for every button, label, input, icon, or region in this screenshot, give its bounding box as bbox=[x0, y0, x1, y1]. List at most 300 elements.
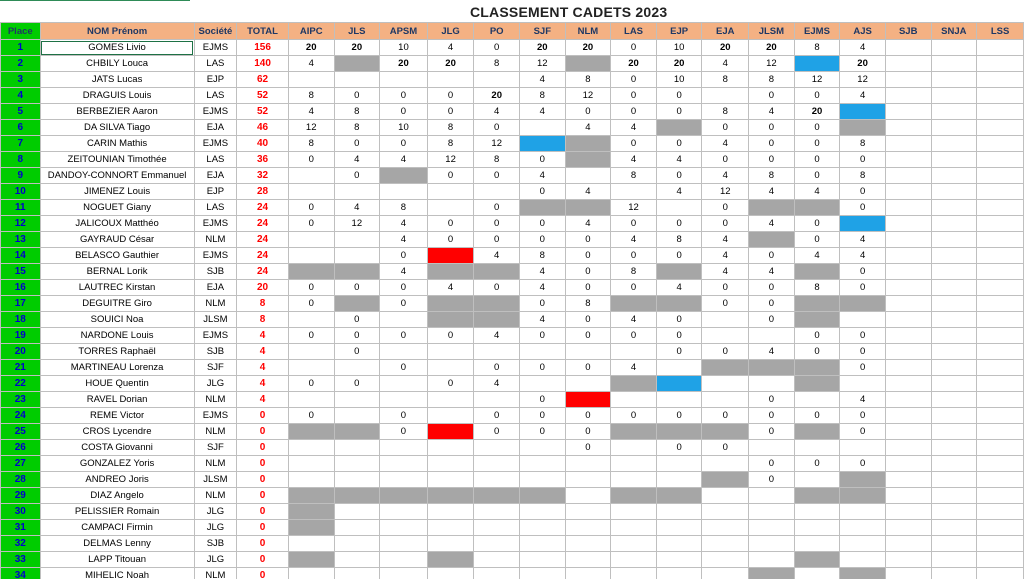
score-cell[interactable] bbox=[840, 488, 886, 504]
score-cell[interactable] bbox=[380, 440, 428, 456]
score-cell[interactable] bbox=[334, 552, 380, 568]
score-cell[interactable] bbox=[334, 424, 380, 440]
header-event-apsm[interactable]: APSM bbox=[380, 23, 428, 40]
score-cell[interactable] bbox=[520, 568, 566, 579]
score-cell[interactable] bbox=[977, 200, 1024, 216]
name-cell[interactable]: CAMPACI Firmin bbox=[40, 520, 194, 536]
score-cell[interactable] bbox=[520, 520, 566, 536]
score-cell[interactable]: 8 bbox=[288, 88, 334, 104]
score-cell[interactable] bbox=[288, 184, 334, 200]
score-cell[interactable] bbox=[840, 504, 886, 520]
score-cell[interactable] bbox=[656, 392, 702, 408]
score-cell[interactable] bbox=[840, 216, 886, 232]
total-cell[interactable]: 156 bbox=[237, 40, 289, 56]
score-cell[interactable]: 0 bbox=[749, 152, 795, 168]
score-cell[interactable] bbox=[288, 264, 334, 280]
score-cell[interactable]: 0 bbox=[520, 424, 566, 440]
score-cell[interactable] bbox=[931, 152, 977, 168]
score-cell[interactable]: 0 bbox=[520, 328, 566, 344]
score-cell[interactable] bbox=[656, 120, 702, 136]
score-cell[interactable] bbox=[840, 440, 886, 456]
score-cell[interactable]: 4 bbox=[656, 152, 702, 168]
score-cell[interactable]: 20 bbox=[656, 56, 702, 72]
score-cell[interactable] bbox=[885, 408, 931, 424]
score-cell[interactable]: 0 bbox=[288, 328, 334, 344]
score-cell[interactable] bbox=[427, 296, 474, 312]
score-cell[interactable] bbox=[749, 376, 795, 392]
name-cell[interactable]: REME Victor bbox=[40, 408, 194, 424]
total-cell[interactable]: 0 bbox=[237, 488, 289, 504]
header-place[interactable]: Place bbox=[1, 23, 41, 40]
total-cell[interactable]: 0 bbox=[237, 456, 289, 472]
name-cell[interactable]: DEGUITRE Giro bbox=[40, 296, 194, 312]
name-cell[interactable]: DELMAS Lenny bbox=[40, 536, 194, 552]
score-cell[interactable]: 4 bbox=[840, 232, 886, 248]
score-cell[interactable]: 0 bbox=[611, 248, 657, 264]
score-cell[interactable] bbox=[565, 344, 611, 360]
place-cell[interactable]: 10 bbox=[1, 184, 41, 200]
score-cell[interactable] bbox=[977, 328, 1024, 344]
total-cell[interactable]: 24 bbox=[237, 200, 289, 216]
score-cell[interactable]: 0 bbox=[474, 200, 520, 216]
score-cell[interactable]: 0 bbox=[474, 120, 520, 136]
score-cell[interactable] bbox=[520, 440, 566, 456]
score-cell[interactable]: 0 bbox=[334, 376, 380, 392]
score-cell[interactable] bbox=[334, 440, 380, 456]
score-cell[interactable] bbox=[565, 136, 611, 152]
name-cell[interactable]: DRAGUIS Louis bbox=[40, 88, 194, 104]
score-cell[interactable] bbox=[931, 360, 977, 376]
score-cell[interactable] bbox=[380, 536, 428, 552]
score-cell[interactable]: 20 bbox=[474, 88, 520, 104]
place-cell[interactable]: 26 bbox=[1, 440, 41, 456]
score-cell[interactable]: 0 bbox=[749, 88, 795, 104]
score-cell[interactable] bbox=[977, 296, 1024, 312]
score-cell[interactable] bbox=[611, 472, 657, 488]
place-cell[interactable]: 21 bbox=[1, 360, 41, 376]
score-cell[interactable]: 0 bbox=[380, 408, 428, 424]
score-cell[interactable] bbox=[794, 376, 840, 392]
score-cell[interactable]: 0 bbox=[656, 312, 702, 328]
score-cell[interactable] bbox=[288, 504, 334, 520]
score-cell[interactable]: 4 bbox=[427, 280, 474, 296]
society-cell[interactable]: NLM bbox=[194, 568, 237, 579]
society-cell[interactable]: EJP bbox=[194, 72, 237, 88]
score-cell[interactable]: 0 bbox=[611, 328, 657, 344]
header-event-snja[interactable]: SNJA bbox=[931, 23, 977, 40]
place-cell[interactable]: 18 bbox=[1, 312, 41, 328]
score-cell[interactable]: 4 bbox=[520, 72, 566, 88]
society-cell[interactable]: JLG bbox=[194, 552, 237, 568]
score-cell[interactable] bbox=[931, 312, 977, 328]
score-cell[interactable]: 8 bbox=[520, 248, 566, 264]
score-cell[interactable] bbox=[380, 72, 428, 88]
place-cell[interactable]: 20 bbox=[1, 344, 41, 360]
score-cell[interactable] bbox=[702, 312, 749, 328]
total-cell[interactable]: 0 bbox=[237, 520, 289, 536]
score-cell[interactable] bbox=[656, 424, 702, 440]
score-cell[interactable] bbox=[931, 392, 977, 408]
score-cell[interactable]: 0 bbox=[611, 280, 657, 296]
score-cell[interactable]: 0 bbox=[840, 408, 886, 424]
score-cell[interactable] bbox=[288, 392, 334, 408]
score-cell[interactable] bbox=[702, 520, 749, 536]
score-cell[interactable] bbox=[794, 424, 840, 440]
score-cell[interactable] bbox=[380, 552, 428, 568]
total-cell[interactable]: 0 bbox=[237, 472, 289, 488]
score-cell[interactable]: 4 bbox=[334, 152, 380, 168]
score-cell[interactable]: 12 bbox=[288, 120, 334, 136]
score-cell[interactable] bbox=[520, 200, 566, 216]
score-cell[interactable] bbox=[931, 40, 977, 56]
score-cell[interactable] bbox=[334, 456, 380, 472]
score-cell[interactable]: 0 bbox=[520, 392, 566, 408]
score-cell[interactable] bbox=[977, 552, 1024, 568]
score-cell[interactable] bbox=[334, 296, 380, 312]
score-cell[interactable] bbox=[702, 552, 749, 568]
score-cell[interactable]: 20 bbox=[427, 56, 474, 72]
score-cell[interactable]: 0 bbox=[794, 216, 840, 232]
score-cell[interactable]: 8 bbox=[840, 136, 886, 152]
score-cell[interactable] bbox=[334, 232, 380, 248]
name-cell[interactable]: DANDOY-CONNORT Emmanuel bbox=[40, 168, 194, 184]
score-cell[interactable]: 0 bbox=[656, 344, 702, 360]
score-cell[interactable] bbox=[380, 376, 428, 392]
score-cell[interactable]: 0 bbox=[288, 200, 334, 216]
score-cell[interactable] bbox=[702, 424, 749, 440]
score-cell[interactable] bbox=[749, 200, 795, 216]
score-cell[interactable] bbox=[474, 536, 520, 552]
score-cell[interactable]: 4 bbox=[380, 152, 428, 168]
score-cell[interactable] bbox=[656, 296, 702, 312]
score-cell[interactable]: 0 bbox=[656, 248, 702, 264]
score-cell[interactable] bbox=[931, 104, 977, 120]
total-cell[interactable]: 0 bbox=[237, 552, 289, 568]
name-cell[interactable]: ZEITOUNIAN Timothée bbox=[40, 152, 194, 168]
score-cell[interactable] bbox=[977, 504, 1024, 520]
score-cell[interactable]: 10 bbox=[380, 120, 428, 136]
score-cell[interactable] bbox=[885, 472, 931, 488]
score-cell[interactable]: 0 bbox=[794, 344, 840, 360]
score-cell[interactable]: 0 bbox=[794, 328, 840, 344]
score-cell[interactable]: 0 bbox=[794, 232, 840, 248]
score-cell[interactable]: 0 bbox=[474, 232, 520, 248]
score-cell[interactable] bbox=[885, 184, 931, 200]
total-cell[interactable]: 32 bbox=[237, 168, 289, 184]
total-cell[interactable]: 24 bbox=[237, 248, 289, 264]
score-cell[interactable]: 4 bbox=[656, 184, 702, 200]
total-cell[interactable]: 0 bbox=[237, 504, 289, 520]
score-cell[interactable]: 8 bbox=[334, 104, 380, 120]
score-cell[interactable]: 0 bbox=[611, 136, 657, 152]
score-cell[interactable]: 0 bbox=[702, 152, 749, 168]
score-cell[interactable]: 12 bbox=[794, 72, 840, 88]
score-cell[interactable] bbox=[840, 568, 886, 579]
score-cell[interactable]: 0 bbox=[565, 424, 611, 440]
score-cell[interactable]: 12 bbox=[474, 136, 520, 152]
name-cell[interactable]: PELISSIER Romain bbox=[40, 504, 194, 520]
society-cell[interactable]: LAS bbox=[194, 88, 237, 104]
score-cell[interactable] bbox=[288, 248, 334, 264]
society-cell[interactable]: LAS bbox=[194, 200, 237, 216]
score-cell[interactable]: 4 bbox=[611, 120, 657, 136]
score-cell[interactable] bbox=[520, 456, 566, 472]
name-cell[interactable]: CHBILY Louca bbox=[40, 56, 194, 72]
score-cell[interactable] bbox=[885, 248, 931, 264]
score-cell[interactable]: 4 bbox=[656, 280, 702, 296]
score-cell[interactable] bbox=[931, 136, 977, 152]
score-cell[interactable] bbox=[427, 344, 474, 360]
name-cell[interactable]: NOGUET Giany bbox=[40, 200, 194, 216]
place-cell[interactable]: 29 bbox=[1, 488, 41, 504]
score-cell[interactable] bbox=[749, 568, 795, 579]
score-cell[interactable] bbox=[427, 568, 474, 579]
society-cell[interactable]: EJMS bbox=[194, 104, 237, 120]
score-cell[interactable] bbox=[288, 456, 334, 472]
score-cell[interactable] bbox=[931, 264, 977, 280]
score-cell[interactable]: 0 bbox=[334, 168, 380, 184]
score-cell[interactable]: 4 bbox=[840, 40, 886, 56]
score-cell[interactable] bbox=[656, 568, 702, 579]
score-cell[interactable]: 0 bbox=[656, 88, 702, 104]
score-cell[interactable] bbox=[702, 536, 749, 552]
score-cell[interactable]: 0 bbox=[840, 328, 886, 344]
society-cell[interactable]: LAS bbox=[194, 56, 237, 72]
score-cell[interactable]: 0 bbox=[520, 232, 566, 248]
score-cell[interactable] bbox=[611, 536, 657, 552]
header-event-jlg[interactable]: JLG bbox=[427, 23, 474, 40]
name-cell[interactable]: ANDREO Joris bbox=[40, 472, 194, 488]
score-cell[interactable]: 12 bbox=[749, 56, 795, 72]
score-cell[interactable]: 0 bbox=[380, 88, 428, 104]
score-cell[interactable] bbox=[794, 520, 840, 536]
score-cell[interactable] bbox=[931, 168, 977, 184]
score-cell[interactable]: 0 bbox=[749, 408, 795, 424]
score-cell[interactable] bbox=[931, 216, 977, 232]
score-cell[interactable] bbox=[427, 536, 474, 552]
score-cell[interactable] bbox=[977, 136, 1024, 152]
score-cell[interactable]: 0 bbox=[656, 104, 702, 120]
score-cell[interactable] bbox=[288, 424, 334, 440]
society-cell[interactable]: NLM bbox=[194, 488, 237, 504]
score-cell[interactable] bbox=[931, 472, 977, 488]
score-cell[interactable]: 8 bbox=[474, 152, 520, 168]
score-cell[interactable] bbox=[427, 456, 474, 472]
score-cell[interactable] bbox=[885, 152, 931, 168]
header-event-nlm[interactable]: NLM bbox=[565, 23, 611, 40]
header-society[interactable]: Société bbox=[194, 23, 237, 40]
score-cell[interactable]: 0 bbox=[794, 152, 840, 168]
score-cell[interactable]: 0 bbox=[288, 296, 334, 312]
score-cell[interactable] bbox=[427, 392, 474, 408]
header-event-ejms[interactable]: EJMS bbox=[794, 23, 840, 40]
society-cell[interactable]: NLM bbox=[194, 456, 237, 472]
score-cell[interactable]: 0 bbox=[794, 120, 840, 136]
score-cell[interactable] bbox=[840, 376, 886, 392]
score-cell[interactable]: 0 bbox=[749, 280, 795, 296]
score-cell[interactable] bbox=[288, 568, 334, 579]
name-cell[interactable]: JALICOUX Matthéo bbox=[40, 216, 194, 232]
score-cell[interactable] bbox=[656, 488, 702, 504]
place-cell[interactable]: 33 bbox=[1, 552, 41, 568]
score-cell[interactable] bbox=[611, 552, 657, 568]
score-cell[interactable]: 0 bbox=[749, 312, 795, 328]
score-cell[interactable] bbox=[288, 520, 334, 536]
score-cell[interactable]: 4 bbox=[702, 264, 749, 280]
name-cell[interactable]: CROS Lycendre bbox=[40, 424, 194, 440]
score-cell[interactable] bbox=[885, 280, 931, 296]
score-cell[interactable] bbox=[977, 408, 1024, 424]
score-cell[interactable] bbox=[977, 40, 1024, 56]
score-cell[interactable]: 0 bbox=[702, 440, 749, 456]
score-cell[interactable] bbox=[427, 472, 474, 488]
score-cell[interactable] bbox=[520, 552, 566, 568]
score-cell[interactable]: 4 bbox=[749, 104, 795, 120]
place-cell[interactable]: 11 bbox=[1, 200, 41, 216]
score-cell[interactable]: 0 bbox=[334, 136, 380, 152]
score-cell[interactable]: 4 bbox=[520, 312, 566, 328]
score-cell[interactable]: 4 bbox=[611, 360, 657, 376]
place-cell[interactable]: 23 bbox=[1, 392, 41, 408]
score-cell[interactable] bbox=[427, 360, 474, 376]
society-cell[interactable]: SJB bbox=[194, 344, 237, 360]
score-cell[interactable]: 10 bbox=[380, 40, 428, 56]
score-cell[interactable] bbox=[977, 312, 1024, 328]
place-cell[interactable]: 12 bbox=[1, 216, 41, 232]
total-cell[interactable]: 52 bbox=[237, 88, 289, 104]
score-cell[interactable]: 0 bbox=[749, 472, 795, 488]
score-cell[interactable]: 0 bbox=[474, 360, 520, 376]
score-cell[interactable] bbox=[977, 568, 1024, 579]
score-cell[interactable]: 4 bbox=[520, 280, 566, 296]
society-cell[interactable]: SJF bbox=[194, 440, 237, 456]
score-cell[interactable] bbox=[931, 552, 977, 568]
score-cell[interactable]: 0 bbox=[334, 312, 380, 328]
score-cell[interactable] bbox=[885, 40, 931, 56]
society-cell[interactable]: NLM bbox=[194, 296, 237, 312]
score-cell[interactable]: 20 bbox=[794, 104, 840, 120]
score-cell[interactable]: 4 bbox=[474, 248, 520, 264]
score-cell[interactable] bbox=[520, 472, 566, 488]
score-cell[interactable]: 0 bbox=[611, 408, 657, 424]
society-cell[interactable]: EJMS bbox=[194, 40, 237, 56]
society-cell[interactable]: EJMS bbox=[194, 248, 237, 264]
score-cell[interactable] bbox=[794, 472, 840, 488]
score-cell[interactable]: 0 bbox=[702, 120, 749, 136]
score-cell[interactable] bbox=[474, 72, 520, 88]
score-cell[interactable] bbox=[931, 456, 977, 472]
score-cell[interactable]: 4 bbox=[520, 264, 566, 280]
score-cell[interactable] bbox=[885, 88, 931, 104]
total-cell[interactable]: 8 bbox=[237, 312, 289, 328]
score-cell[interactable] bbox=[885, 520, 931, 536]
score-cell[interactable] bbox=[749, 536, 795, 552]
score-cell[interactable] bbox=[794, 392, 840, 408]
score-cell[interactable] bbox=[885, 552, 931, 568]
score-cell[interactable] bbox=[794, 360, 840, 376]
score-cell[interactable] bbox=[288, 168, 334, 184]
header-event-ejp[interactable]: EJP bbox=[656, 23, 702, 40]
score-cell[interactable]: 0 bbox=[427, 88, 474, 104]
score-cell[interactable] bbox=[656, 264, 702, 280]
score-cell[interactable] bbox=[840, 104, 886, 120]
score-cell[interactable]: 20 bbox=[288, 40, 334, 56]
score-cell[interactable] bbox=[520, 376, 566, 392]
score-cell[interactable] bbox=[794, 264, 840, 280]
total-cell[interactable]: 0 bbox=[237, 440, 289, 456]
score-cell[interactable]: 8 bbox=[520, 88, 566, 104]
score-cell[interactable]: 0 bbox=[565, 312, 611, 328]
total-cell[interactable]: 52 bbox=[237, 104, 289, 120]
header-event-sjb[interactable]: SJB bbox=[885, 23, 931, 40]
place-cell[interactable]: 5 bbox=[1, 104, 41, 120]
score-cell[interactable] bbox=[794, 312, 840, 328]
score-cell[interactable] bbox=[565, 504, 611, 520]
score-cell[interactable]: 0 bbox=[794, 408, 840, 424]
total-cell[interactable]: 24 bbox=[237, 232, 289, 248]
score-cell[interactable]: 4 bbox=[474, 328, 520, 344]
name-cell[interactable]: DA SILVA Tiago bbox=[40, 120, 194, 136]
score-cell[interactable] bbox=[794, 440, 840, 456]
score-cell[interactable]: 4 bbox=[702, 136, 749, 152]
score-cell[interactable]: 0 bbox=[749, 136, 795, 152]
score-cell[interactable]: 20 bbox=[702, 40, 749, 56]
name-cell[interactable]: SOUICI Noa bbox=[40, 312, 194, 328]
score-cell[interactable] bbox=[885, 456, 931, 472]
score-cell[interactable] bbox=[288, 72, 334, 88]
score-cell[interactable]: 0 bbox=[427, 104, 474, 120]
score-cell[interactable]: 0 bbox=[611, 40, 657, 56]
header-event-po[interactable]: PO bbox=[474, 23, 520, 40]
score-cell[interactable] bbox=[611, 376, 657, 392]
score-cell[interactable] bbox=[885, 440, 931, 456]
score-cell[interactable]: 12 bbox=[702, 184, 749, 200]
score-cell[interactable]: 0 bbox=[656, 328, 702, 344]
score-cell[interactable] bbox=[474, 456, 520, 472]
score-cell[interactable] bbox=[288, 344, 334, 360]
header-event-ajs[interactable]: AJS bbox=[840, 23, 886, 40]
score-cell[interactable]: 4 bbox=[702, 248, 749, 264]
score-cell[interactable] bbox=[565, 456, 611, 472]
score-cell[interactable] bbox=[885, 488, 931, 504]
total-cell[interactable]: 4 bbox=[237, 328, 289, 344]
score-cell[interactable] bbox=[611, 504, 657, 520]
name-cell[interactable]: MIHELIC Noah bbox=[40, 568, 194, 579]
place-cell[interactable]: 32 bbox=[1, 536, 41, 552]
score-cell[interactable] bbox=[931, 248, 977, 264]
score-cell[interactable] bbox=[702, 392, 749, 408]
score-cell[interactable] bbox=[474, 472, 520, 488]
place-cell[interactable]: 3 bbox=[1, 72, 41, 88]
score-cell[interactable] bbox=[702, 504, 749, 520]
score-cell[interactable] bbox=[565, 520, 611, 536]
score-cell[interactable] bbox=[565, 488, 611, 504]
score-cell[interactable] bbox=[749, 440, 795, 456]
score-cell[interactable]: 4 bbox=[749, 264, 795, 280]
score-cell[interactable] bbox=[520, 536, 566, 552]
score-cell[interactable]: 0 bbox=[288, 152, 334, 168]
total-cell[interactable]: 8 bbox=[237, 296, 289, 312]
score-cell[interactable]: 8 bbox=[474, 56, 520, 72]
score-cell[interactable] bbox=[840, 120, 886, 136]
score-cell[interactable]: 20 bbox=[611, 56, 657, 72]
score-cell[interactable]: 4 bbox=[565, 216, 611, 232]
score-cell[interactable]: 8 bbox=[427, 120, 474, 136]
score-cell[interactable] bbox=[611, 392, 657, 408]
score-cell[interactable] bbox=[885, 72, 931, 88]
place-cell[interactable]: 34 bbox=[1, 568, 41, 579]
society-cell[interactable]: JLSM bbox=[194, 472, 237, 488]
